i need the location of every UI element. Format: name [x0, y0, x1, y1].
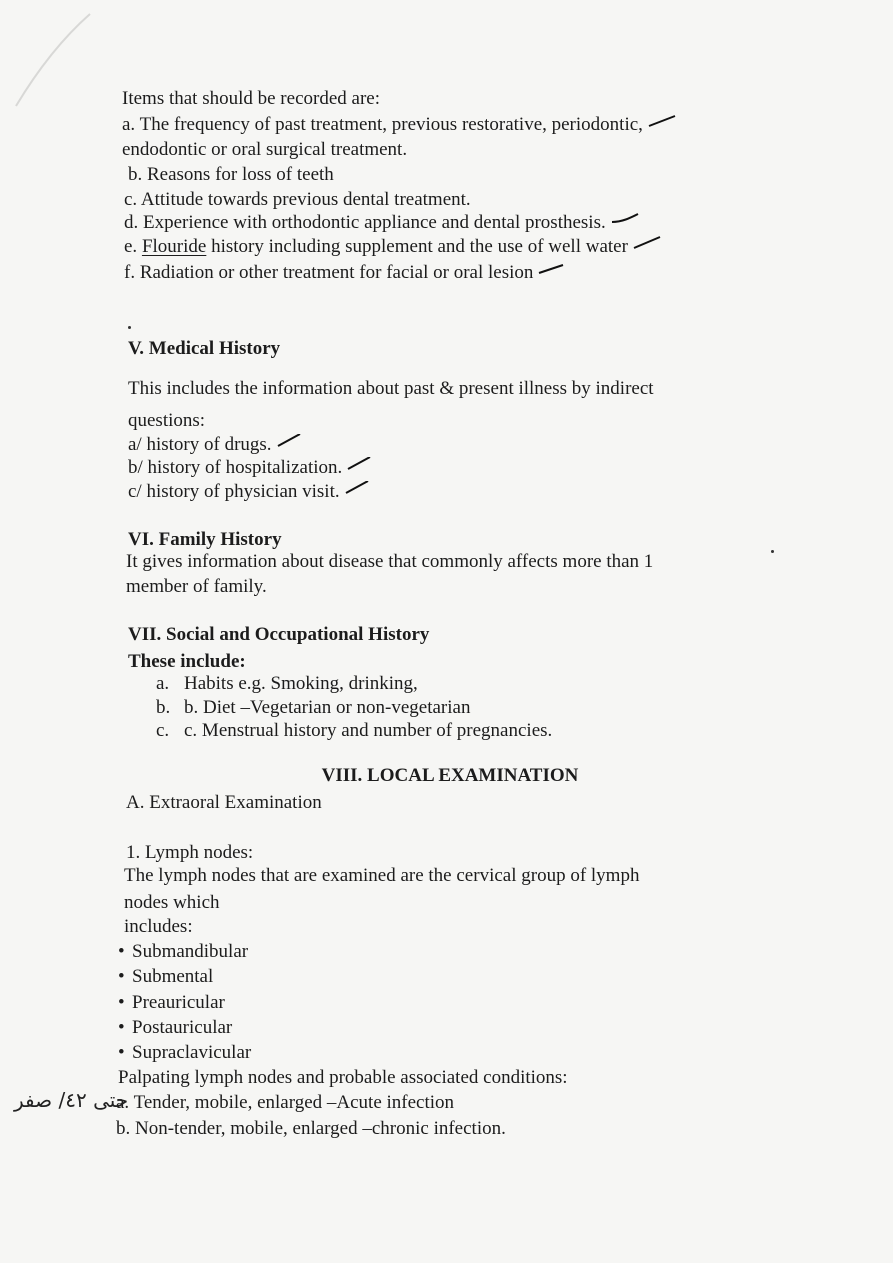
item-b: b. Reasons for loss of teeth [128, 164, 334, 185]
medical-item-b-text: b/ history of hospitalization. [128, 457, 343, 478]
lymph-node-item [118, 941, 248, 963]
medical-history-heading: V. Medical History [128, 338, 281, 359]
lymph-desc-line1: The lymph nodes that are examined are the cervical group of lymph [124, 865, 640, 886]
lymph-nodes-title: 1. Lymph nodes: [126, 842, 254, 863]
item-a-line1 [122, 114, 677, 136]
item-d-text: d. Experience with orthodontic appliance and dental prosthesis. [124, 212, 606, 233]
family-desc-line2: member of family. [126, 576, 267, 597]
lymph-node-item [118, 1042, 251, 1064]
item-d [124, 212, 640, 234]
medical-item-c [128, 481, 374, 503]
extraoral-examination: A. Extraoral Examination [126, 792, 322, 813]
local-examination-heading: VIII. LOCAL EXAMINATION [321, 765, 579, 786]
social-history-heading: VII. Social and Occupational History [128, 624, 430, 645]
item-c: c. Attitude towards previous dental treatment. [124, 189, 471, 210]
bullet-icon: • [118, 1017, 125, 1038]
social-item [156, 697, 470, 719]
item-a-text: a. The frequency of past treatment, previous restorative, periodontic, [122, 114, 643, 135]
item-e-prefix: e. [124, 236, 142, 257]
social-item-text: Habits e.g. Smoking, drinking, [184, 673, 418, 694]
medical-item-a-text: a/ history of drugs. [128, 434, 272, 455]
lymph-node-name: Postauricular [132, 1017, 233, 1038]
lymph-node-name: Supraclavicular [132, 1042, 252, 1063]
item-a-line2: endodontic or oral surgical treatment. [122, 139, 408, 160]
item-f-text: f. Radiation or other treatment for facial or oral lesion [124, 262, 534, 283]
bullet-icon: • [118, 966, 125, 987]
list-number: b. [156, 697, 171, 718]
item-e-rest: history including supplement and the use of well water [206, 236, 628, 257]
social-item [156, 673, 418, 695]
social-item-text: b. Diet –Vegetarian or non-vegetarian [184, 697, 471, 718]
items-intro: Items that should be recorded are: [122, 88, 380, 109]
lymph-node-name: Submental [132, 966, 214, 987]
lymph-node-name: Submandibular [132, 941, 249, 962]
bullet-icon: • [118, 1042, 125, 1063]
lymph-node-item [118, 966, 213, 988]
social-item [156, 720, 552, 742]
checkmark-icon [610, 212, 640, 226]
handwritten-margin-note: حتى ٤٢/ صفر [14, 1088, 129, 1112]
checkmark-icon [276, 434, 306, 448]
medical-item-a [128, 434, 306, 456]
lymph-desc-line3: includes: [124, 916, 193, 937]
item-f [124, 262, 567, 284]
bullet-icon: • [118, 992, 125, 1013]
family-history-heading: VI. Family History [128, 529, 282, 550]
checkmark-icon [537, 262, 567, 276]
palpating-text: Palpating lymph nodes and probable associated conditions: [118, 1067, 568, 1088]
checkmark-icon [344, 481, 374, 495]
list-number: c. [156, 720, 170, 741]
list-number: a. [156, 673, 170, 694]
checkmark-icon [647, 114, 677, 128]
medical-item-c-text: c/ history of physician visit. [128, 481, 340, 502]
lymph-desc-line2: nodes which [124, 892, 220, 913]
stray-dot [771, 550, 774, 553]
checkmark-icon [632, 236, 662, 250]
family-desc-line1: It gives information about disease that commonly affects more than 1 [126, 551, 654, 572]
corner-fold-mark [10, 6, 100, 116]
medical-desc-line2: questions: [128, 410, 206, 431]
condition-a: a. Tender, mobile, enlarged –Acute infection [116, 1092, 455, 1113]
social-subheading: These include: [128, 651, 246, 672]
condition-b: b. Non-tender, mobile, enlarged –chronic infection. [116, 1118, 506, 1139]
lymph-node-item [118, 992, 225, 1014]
medical-item-b [128, 457, 376, 479]
lymph-node-name: Preauricular [132, 992, 225, 1013]
bullet-icon: • [118, 941, 125, 962]
item-e [124, 236, 662, 258]
stray-dot [128, 326, 131, 329]
checkmark-icon [346, 457, 376, 471]
lymph-node-item [118, 1017, 232, 1039]
medical-desc-line1: This includes the information about past & present illness by indirect [128, 378, 654, 399]
social-item-text: c. Menstrual history and number of pregnancies. [184, 720, 553, 741]
item-e-underlined-word: Flouride [141, 236, 207, 257]
